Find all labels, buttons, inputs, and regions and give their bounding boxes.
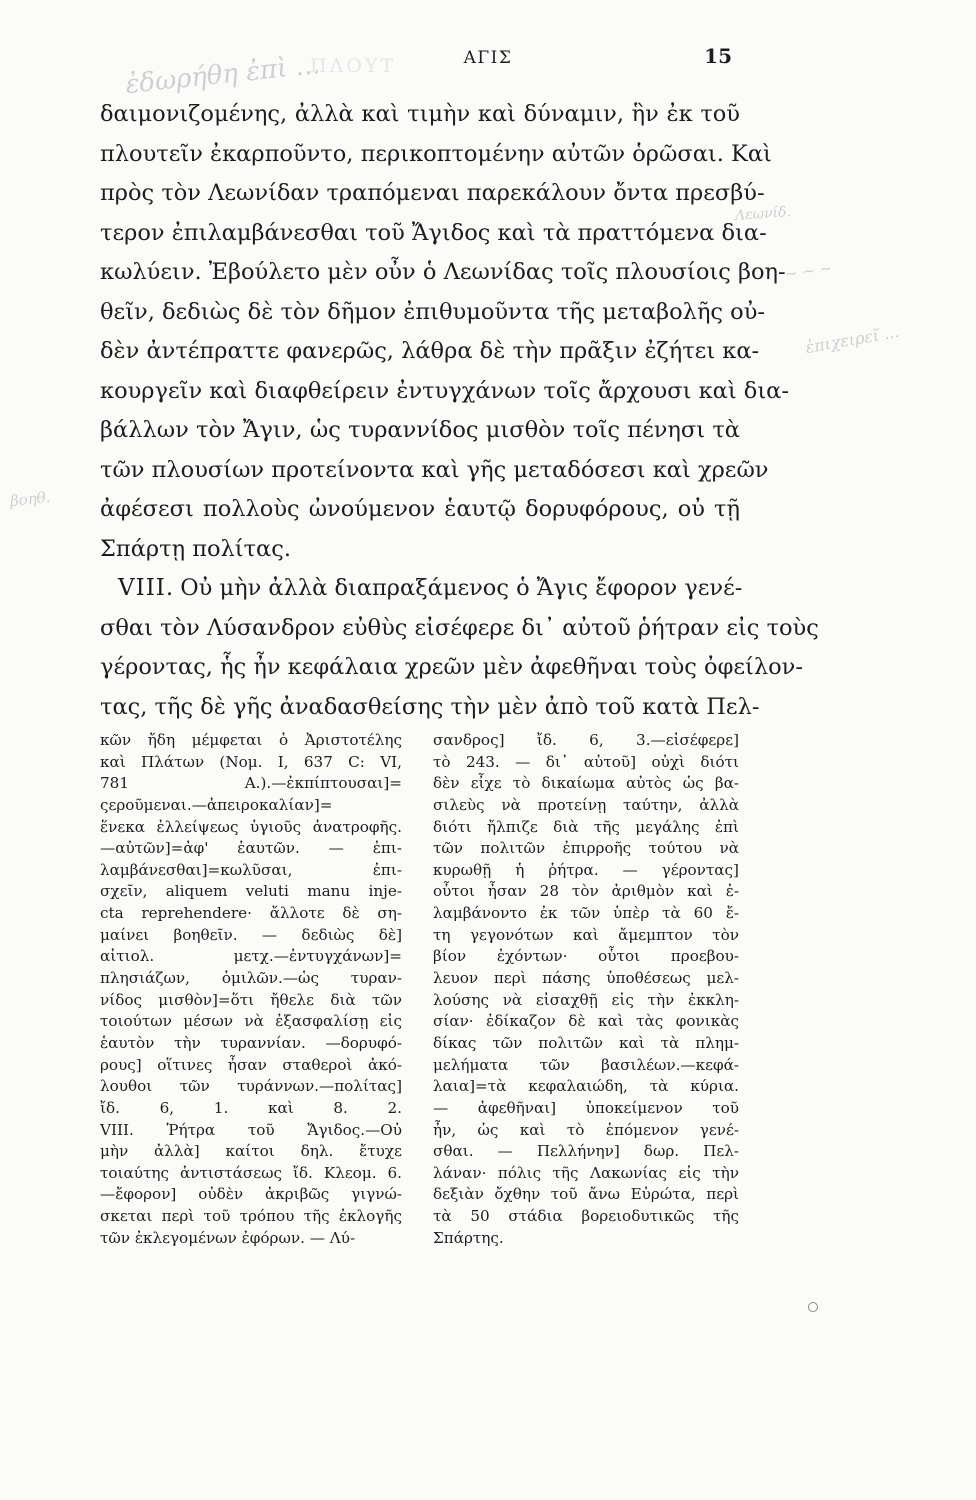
text-line: κουργεῖν καὶ διαφθείρειν ἐντυγχάνων τοῖς ἄρχουσι καὶ δια- <box>100 377 789 404</box>
pencil-annotation-margin: ~ ~ ~ <box>783 258 834 284</box>
note-line: σιλεὺς νὰ προτείνῃ ταύτην, ἀλλὰ <box>433 795 739 814</box>
note-line: λαια]=τὰ κεφαλαιώδη, τὰ κύρια. <box>433 1077 739 1096</box>
note-line: κῶν ἤδη μέμφεται ὁ Ἀριστοτέλης <box>100 731 402 749</box>
page-number: 15 <box>704 44 732 68</box>
note-line: —ἔφορον] οὐδὲν ἀκριβῶς γιγνώ- <box>100 1185 402 1204</box>
note-line: τη γεγονότων καὶ ἄμεμπτον τὸν <box>433 925 739 944</box>
note-line: — ἀφεθῆναι] ὑποκείμενον τοῦ <box>433 1098 739 1117</box>
notes-right-column <box>433 730 739 1249</box>
note-line: δεξιὰν ὄχθην τοῦ ἄνω Εὐρώτα, περὶ <box>433 1185 739 1204</box>
text-line: θεῖν, δεδιὼς δὲ τὸν δῆμον ἐπιθυμοῦντα τῆς μεταβολῆς οὐ- <box>100 298 766 325</box>
text-line: πλουτεῖν ἐκαρποῦντο, περικοπτομένην αὐτῶν ὁρῶσαι. Καὶ <box>100 140 772 167</box>
note-line: λαμβάνεσθαι]=κωλῦσαι, ἐπι- <box>100 860 402 879</box>
section-number: VIII. <box>118 575 175 601</box>
note-line: μελήματα τῶν βασιλέων.—κεφά- <box>433 1055 739 1074</box>
note-line: οὗτοι ἦσαν 28 τὸν ἀριθμὸν καὶ ἐ- <box>433 882 739 901</box>
note-line: ςεροῦμεναι.—ἀπειροκαλίαν]= <box>100 795 333 814</box>
text-line: ἀφέσεσι πολλοὺς ὠνούμενον ἑαυτῷ δορυφόρους, οὐ τῇ <box>100 496 740 522</box>
main-text-block <box>100 95 819 727</box>
note-line: cta reprehendere· ἄλλοτε δὲ ση- <box>100 904 402 923</box>
text-line: βάλλων τὸν Ἄγιν, ὡς τυραννίδος μισθὸν τοῖς πένησι τὰ <box>100 417 740 443</box>
note-line: λευον περὶ πάσης ὑποθέσεως μελ- <box>433 969 739 988</box>
note-line: τοιαύτης ἀντιστάσεως ἴδ. Κλεομ. 6. <box>100 1163 402 1182</box>
note-line: διότι ἤλπιζε διὰ τῆς μεγάλης ἐπὶ <box>433 817 739 836</box>
note-line: βίον ἐχόντων· οὗτοι προεβου- <box>433 947 739 966</box>
note-line: καὶ Πλάτων (Νομ. I, 637 C: VI, <box>100 752 402 771</box>
small-circle-mark <box>808 1302 818 1312</box>
bleed-through-text: ΠΛΟΥΤ <box>310 55 397 77</box>
note-line: σανδρος] ἴδ. 6, 3.—εἰσέφερε] <box>433 731 739 749</box>
text-line: Σπάρτῃ πολίτας. <box>100 535 292 562</box>
note-line: —αὐτῶν]=ἀφ' ἑαυτῶν. — ἐπι- <box>100 839 402 858</box>
pencil-annotation-margin: βοηθ. <box>9 487 52 511</box>
note-line: μὴν ἀλλὰ] καίτοι δηλ. ἔτυχε <box>100 1142 402 1161</box>
note-line: τῶν πολιτῶν ἐπιρροῆς τούτου νὰ <box>433 839 739 858</box>
pencil-annotation-margin: ἐπιχειρεῖ ... <box>804 321 901 358</box>
note-line: λαμβάνοντο ἐκ τῶν ὑπὲρ τὰ 60 ἔ- <box>433 904 739 923</box>
text-line: κωλύειν. Ἐβούλετο μὲν οὖν ὁ Λεωνίδας τοῖς πλουσίοις βοη- <box>100 259 786 285</box>
pencil-annotation-top: ἐδωρήθη ἐπὶ ... <box>123 49 322 101</box>
note-line: τοιούτων μέσων νὰ ἐξασφαλίσῃ εἰς <box>100 1012 402 1031</box>
note-line: δίκας τῶν πολιτῶν καὶ τὰ πλημ- <box>433 1033 739 1052</box>
note-line: αἰτιολ. μετχ.—ἐντυγχάνων]= <box>100 947 402 966</box>
note-line: σχεῖν, aliquem veluti manu inje- <box>100 882 402 901</box>
note-line: VIII. Ῥήτρα τοῦ Ἄγιδος.—Οὐ <box>100 1120 402 1139</box>
section-first-line-text: Οὐ μὴν ἀλλὰ διαπραξάμενος ὁ Ἄγις ἔφορον γενέ- <box>180 575 743 601</box>
note-line: 781 A.).—ἐκπίπτουσαι]= <box>100 774 402 793</box>
note-line: σκεται περὶ τοῦ τρόπου τῆς ἐκλογῆς <box>100 1207 402 1226</box>
note-line: σίαν· ἐδίκαζον δὲ καὶ τὰς φονικὰς <box>433 1012 739 1031</box>
pencil-annotation-margin: Λεωνίδ. <box>734 204 792 224</box>
section-first-line <box>100 569 743 609</box>
note-line: λουθοι τῶν τυράννων.—πολίτας] <box>100 1077 402 1096</box>
note-line: λούσης νὰ εἰσαχθῇ εἰς τὴν ἐκκλη- <box>433 990 739 1009</box>
note-line: λάναν· πόλις τῆς Λακωνίας εἰς τὴν <box>433 1163 739 1182</box>
note-line: μαίνει βοηθεῖν. — δεδιὼς δὲ] <box>100 925 402 944</box>
note-line: ἑαυτὸν τὴν τυραννίαν. —δορυφό- <box>100 1033 402 1052</box>
running-header-title: ΑΓΙΣ <box>463 48 513 68</box>
note-line: ρους] οἵτινες ἦσαν σταθεροὶ ἀκό- <box>100 1055 402 1074</box>
note-line: ἴδ. 6, 1. καὶ 8. 2. <box>100 1098 402 1117</box>
note-line: τῶν ἐκλεγομένων ἐφόρων. — Λύ- <box>100 1228 356 1247</box>
note-line: δὲν εἶχε τὸ δικαίωμα αὐτὸς ὡς βα- <box>433 774 739 793</box>
note-line: ἦν, ὡς καὶ τὸ ἑπόμενον γενέ- <box>433 1120 739 1139</box>
note-line: σθαι. — Πελλήνην] δωρ. Πελ- <box>433 1142 739 1161</box>
note-line: τὸ 243. — δι᾽ αὐτοῦ] οὐχὶ διότι <box>433 752 739 771</box>
note-line: νίδος μισθὸν]=ὅτι ἤθελε διὰ τῶν <box>100 990 402 1009</box>
notes-left-column <box>100 730 402 1249</box>
note-line: πλησιάζων, ὁμιλῶν.—ὡς τυραν- <box>100 969 402 988</box>
text-line: δαιμονιζομένης, ἀλλὰ καὶ τιμὴν καὶ δύναμιν, ἣν ἐκ τοῦ <box>100 101 740 127</box>
text-line: τας, τῆς δὲ γῆς ἀναδασθείσης τὴν μὲν ἀπὸ τοῦ κατὰ Πελ- <box>100 693 760 720</box>
text-line: γέροντας, ἧς ἦν κεφάλαια χρεῶν μὲν ἀφεθῆναι τοὺς ὀφείλον- <box>100 654 803 680</box>
text-line: δὲν ἀντέπραττε φανερῶς, λάθρα δὲ τὴν πρᾶξιν ἐζήτει κα- <box>100 338 760 364</box>
note-line: τὰ 50 στάδια βορειοδυτικῶς τῆς <box>433 1207 739 1226</box>
text-line: τῶν πλουσίων προτείνοντα καὶ γῆς μεταδόσεσι καὶ χρεῶν <box>100 456 769 483</box>
note-line: ἕνεκα ἐλλείψεως ὑγιοῦς ἀνατροφῆς. <box>100 817 402 836</box>
note-line: Σπάρτης. <box>433 1228 504 1247</box>
note-line: κυρωθῇ ἡ ῥήτρα. — γέροντας] <box>433 860 739 879</box>
text-line: πρὸς τὸν Λεωνίδαν τραπόμεναι παρεκάλουν ὄντα πρεσβύ- <box>100 180 765 206</box>
text-line: τερον ἐπιλαμβάνεσθαι τοῦ Ἄγιδος καὶ τὰ πραττόμενα δια- <box>100 219 767 246</box>
text-line: σθαι τὸν Λύσανδρον εὐθὺς εἰσέφερε δι᾽ αὐτοῦ ῥήτραν εἰς τοὺς <box>100 614 819 641</box>
